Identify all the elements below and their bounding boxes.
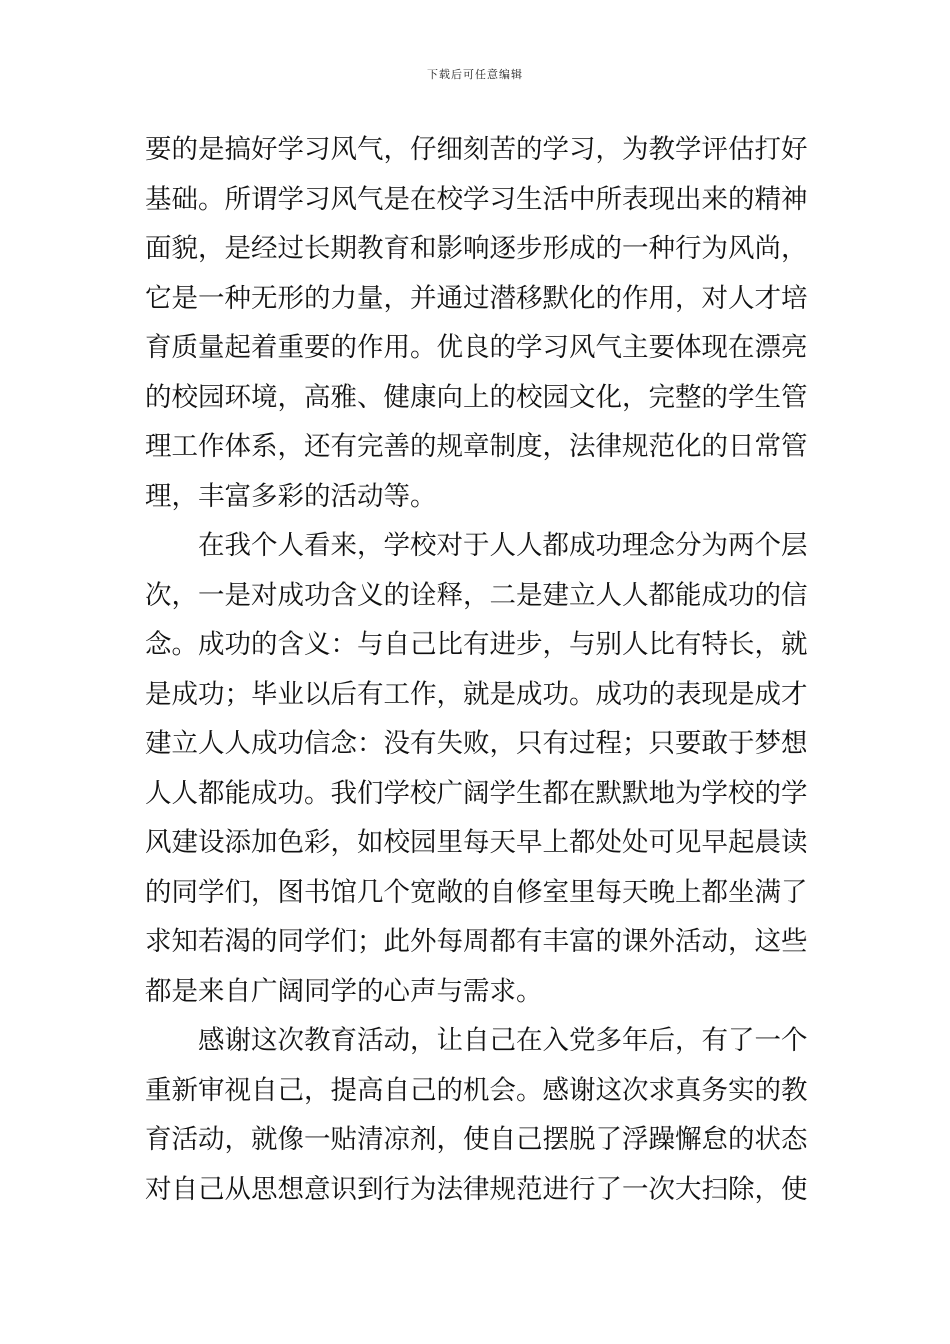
paragraph-line: 人人都能成功。我们学校广阔学生都在默默地为学校的学 bbox=[145, 777, 808, 809]
paragraph-line: 对自己从思想意识到行为法律规范进行了一次大扫除，使 bbox=[145, 1173, 808, 1205]
paragraph-line: 感谢这次教育活动，让自己在入党多年后，有了一个 bbox=[198, 1025, 808, 1056]
paragraph-line: 的同学们，图书馆几个宽敞的自修室里每天晚上都坐满了 bbox=[145, 876, 808, 908]
paragraph-line: 次，一是对成功含义的诠释，二是建立人人都能成功的信 bbox=[145, 579, 808, 611]
document-body bbox=[145, 125, 809, 1214]
paragraph-line: 都是来自广阔同学的心声与需求。 bbox=[145, 975, 543, 1007]
paragraph-line: 它是一种无形的力量，并通过潜移默化的作用，对人才培 bbox=[145, 282, 808, 314]
paragraph-line: 基础。所谓学习风气是在校学习生活中所表现出来的精神 bbox=[145, 183, 808, 215]
paragraph-line: 求知若渴的同学们；此外每周都有丰富的课外活动，这些 bbox=[145, 926, 808, 957]
paragraph-line: 要的是搞好学习风气，仔细刻苦的学习，为教学评估打好 bbox=[145, 134, 808, 165]
paragraph-line: 面貌，是经过长期教育和影响逐步形成的一种行为风尚， bbox=[145, 233, 808, 264]
paragraph-line: 的校园环境，高雅、健康向上的校园文化，完整的学生管 bbox=[145, 381, 808, 413]
paragraph-line: 念。成功的含义：与自己比有进步，与别人比有特长，就 bbox=[145, 629, 808, 660]
paragraph-line: 重新审视自己，提高自己的机会。感谢这次求真务实的教 bbox=[145, 1074, 808, 1106]
page-header: 下载后可任意编辑 bbox=[427, 68, 523, 81]
paragraph-line: 是成功；毕业以后有工作，就是成功。成功的表现是成才 bbox=[145, 678, 808, 710]
paragraph-line: 育活动，就像一贴清凉剂，使自己摆脱了浮躁懈怠的状态 bbox=[145, 1124, 808, 1155]
paragraph-line: 建立人人成功信念：没有失败，只有过程；只要敢于梦想 bbox=[145, 728, 808, 759]
paragraph-line: 风建设添加色彩，如校园里每天早上都处处可见早起晨读 bbox=[145, 827, 808, 858]
paragraph-line: 理工作体系，还有完善的规章制度，法律规范化的日常管 bbox=[145, 431, 808, 462]
paragraph-line: 在我个人看来，学校对于人人都成功理念分为两个层 bbox=[198, 530, 808, 561]
paragraph-line: 育质量起着重要的作用。优良的学习风气主要体现在漂亮 bbox=[145, 332, 808, 363]
paragraph-line: 理，丰富多彩的活动等。 bbox=[145, 480, 437, 512]
